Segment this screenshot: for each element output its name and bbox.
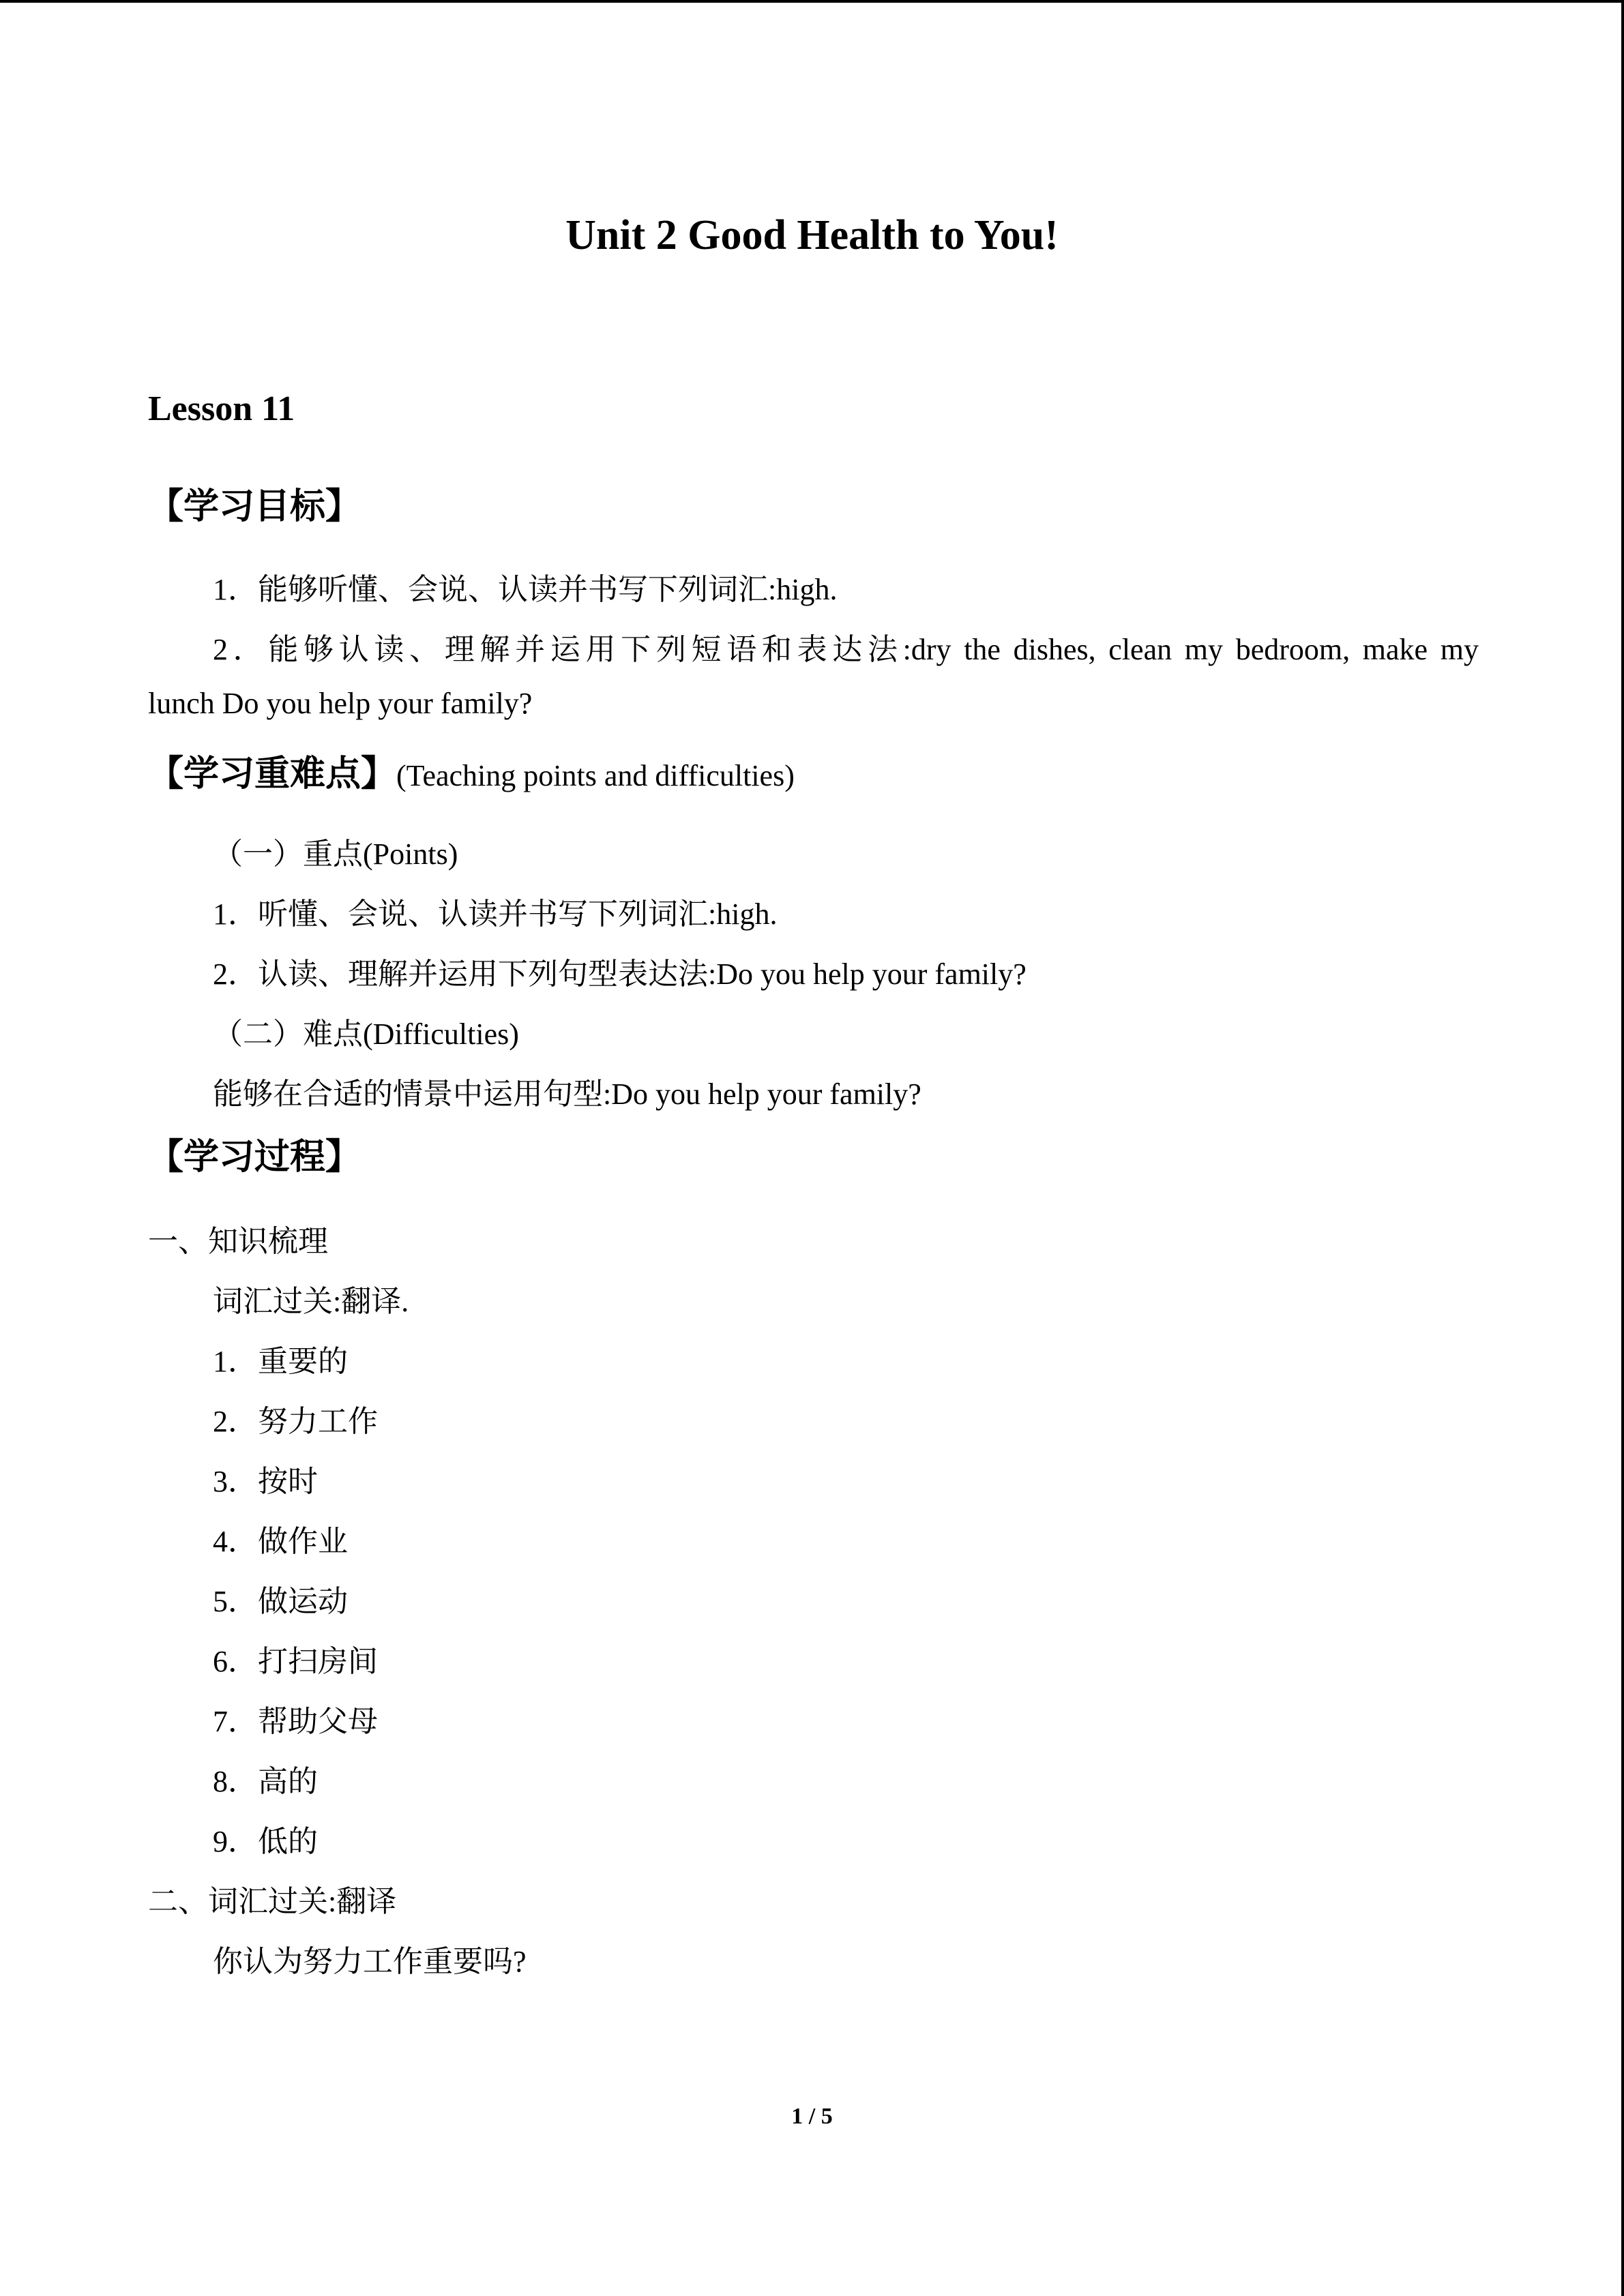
- vocab-item: 4．做作业: [213, 1525, 348, 1558]
- vocab-item: 3．按时: [213, 1465, 318, 1498]
- vocab-item: 1．重要的: [213, 1345, 348, 1378]
- part2-item: 你认为努力工作重要吗?: [213, 1945, 527, 1978]
- process-heading: 【学习过程】: [148, 1137, 361, 1178]
- vocab-item: 5．做运动: [213, 1585, 348, 1618]
- key-points-heading-sub: (Teaching points and difficulties): [396, 759, 795, 792]
- vocab-item: 7．帮助父母: [213, 1705, 378, 1738]
- vocab-item: 6．打扫房间: [213, 1645, 378, 1678]
- points-label: （一）重点(Points): [213, 837, 458, 871]
- point-item-1: 1．听懂、会说、认读并书写下列词汇:high.: [213, 897, 778, 931]
- difficulties-label: （二）难点(Difficulties): [213, 1017, 519, 1051]
- vocab-item: 9．低的: [213, 1825, 318, 1858]
- point-item-2: 2．认读、理解并运用下列句型表达法:Do you help your family?: [213, 957, 1027, 991]
- part1-label: 一、知识梳理: [148, 1225, 328, 1258]
- key-points-heading: [148, 745, 795, 796]
- document-title: Unit 2 Good Health to You!: [565, 212, 1059, 258]
- objective-item-1: 1．能够听懂、会说、认读并书写下列词汇:high.: [213, 573, 838, 606]
- vocab-item: 2．努力工作: [213, 1405, 378, 1438]
- difficulties-item: 能够在合适的情景中运用句型:Do you help your family?: [213, 1077, 921, 1111]
- page-top-border: [0, 0, 1624, 3]
- page-number: 1 / 5: [791, 2104, 833, 2129]
- part1-intro: 词汇过关:翻译.: [213, 1285, 409, 1318]
- vocab-item: 8．高的: [213, 1765, 318, 1798]
- part2-label: 二、词汇过关:翻译: [148, 1885, 397, 1918]
- page-right-border: [1621, 0, 1624, 2296]
- lesson-heading: Lesson 11: [148, 389, 295, 428]
- objective-item-2-continued: lunch Do you help your family?: [148, 687, 533, 720]
- objective-item-2: 2．能够认读、理解并运用下列短语和表达法:dry the dishes, clean my bedroom, make my: [213, 633, 1479, 666]
- objectives-heading: 【学习目标】: [148, 486, 361, 527]
- key-points-heading-label: 【学习重难点】: [148, 754, 397, 794]
